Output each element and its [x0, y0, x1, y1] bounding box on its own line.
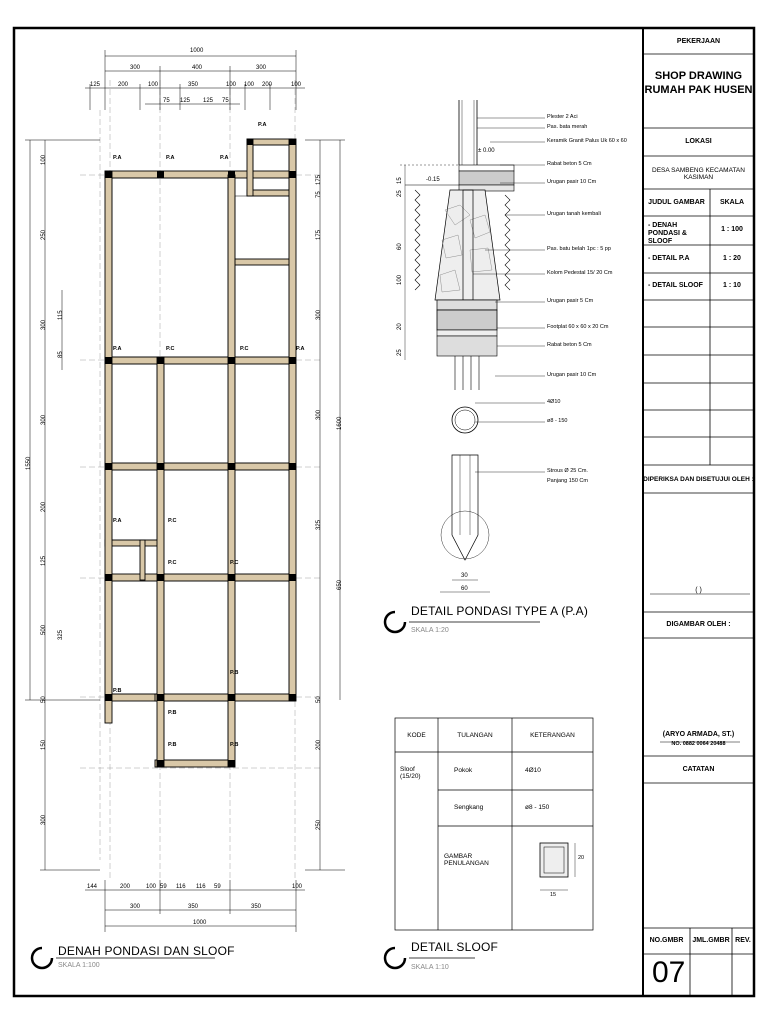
dimension-label: 325 [58, 629, 64, 640]
annotation-label: Plester 2 Aci [547, 114, 578, 120]
dimension-label: 400 [192, 65, 203, 71]
dimension-label: 250 [316, 819, 322, 830]
dimension-label: 350 [188, 82, 199, 88]
dimension-label: 200 [118, 82, 129, 88]
annotation-label: Urugan pasir 10 Cm [547, 372, 597, 378]
dimension-label: 650 [337, 579, 343, 590]
dimension-label: 115 [58, 310, 64, 320]
dimension-label: P.C [240, 346, 249, 352]
dimension-label: 100 [291, 82, 302, 88]
detail-pa-scale: SKALA 1:20 [411, 627, 449, 634]
dimension-label: 200 [41, 501, 47, 512]
dimension-label: 1550 [26, 456, 32, 470]
dimension-label: 75 [163, 98, 170, 104]
dimension-label: 60 [461, 586, 468, 592]
plan-title: DENAH PONDASI DAN SLOOF [58, 944, 235, 958]
dimension-label: 125 [41, 555, 47, 566]
foundation-detail-pa [400, 100, 545, 592]
project-title-line2: RUMAH PAK HUSEN [644, 84, 753, 96]
dimension-label: 125 [180, 98, 191, 104]
dimension-label: 175 [316, 229, 322, 240]
dimension-label: P.C [230, 560, 239, 566]
dimension-label: 75 [222, 98, 229, 104]
dimension-label: 350 [188, 904, 199, 910]
dimension-label: 144 [87, 884, 98, 890]
dimension-label: 325 [316, 519, 322, 530]
annotation-label: Pas. batu belah 1pc : 5 pp [547, 246, 611, 252]
dimension-label: P.C [166, 346, 175, 352]
dimension-label: 116 [176, 884, 186, 890]
dimension-label: 60 [397, 243, 403, 250]
drafter-phone: NO. 0882 0064 20488 [671, 741, 726, 747]
dimension-label: P.B [168, 742, 177, 748]
annotation-label: Footplat 60 x 60 x 20 Cm [547, 324, 609, 330]
sloof-row-label-1: Pokok [454, 767, 473, 774]
dimension-label: 500 [41, 624, 47, 635]
detail-sloof-scale: SKALA 1:10 [411, 964, 449, 971]
drawing-scale-3: 1 : 10 [723, 282, 741, 289]
no-gmbr-label: NO.GMBR [649, 937, 684, 944]
dimension-label: P.B [230, 670, 239, 676]
sloof-dim-width: 15 [550, 892, 557, 898]
dimension-label: P.C [168, 560, 177, 566]
digambar-label: DIGAMBAR OLEH : [666, 621, 731, 628]
drafter-name: (ARYO ARMADA, ST.) [662, 731, 735, 738]
dimension-label: 25 [397, 349, 403, 356]
dimension-label: 1600 [337, 416, 343, 430]
annotation-label: ø8 - 150 [547, 418, 568, 424]
catatan-label: CATATAN [682, 766, 715, 773]
detail-sloof-title: DETAIL SLOOF [411, 940, 499, 954]
dimension-label: 30 [461, 573, 468, 579]
sloof-kode: Sloof (15/20) [400, 766, 421, 780]
dimension-label: 15 [397, 177, 403, 184]
dimension-label: 100 [226, 82, 237, 88]
lokasi-value: DESA SAMBENG KECAMATAN KASIMAN [652, 167, 745, 182]
project-title-line1: SHOP DRAWING [654, 70, 743, 82]
dimension-label: 300 [41, 319, 47, 330]
dimension-label: 1000 [190, 48, 204, 54]
dimension-label: 100 [292, 884, 303, 890]
dimension-label: P.A [113, 346, 122, 352]
level-minus: -0.15 [426, 177, 440, 183]
dimension-label: 100 [146, 884, 157, 890]
rev-label: REV. [735, 937, 751, 944]
dimension-label: 300 [130, 65, 141, 71]
sloof-header-keterangan: KETERANGAN [530, 732, 575, 739]
sloof-gambar-label: GAMBAR PENULANGAN [444, 853, 489, 867]
dimension-label: 100 [244, 82, 255, 88]
sloof-header-tulangan: TULANGAN [457, 732, 493, 739]
dimension-label: 100 [148, 82, 159, 88]
dimension-label: 300 [130, 904, 141, 910]
annotation-label: 4Ø10 [547, 399, 561, 405]
title-block-grid [643, 54, 754, 996]
sheet-number: 07 [652, 956, 686, 989]
diperiksa-label: DIPERIKSA DAN DISETUJUI OLEH : [643, 476, 754, 483]
dimension-label: 300 [41, 814, 47, 825]
skala-label: SKALA [719, 199, 745, 206]
sloof-row-value-2: ø8 - 150 [525, 804, 550, 811]
dimension-label: 50 [41, 696, 47, 703]
dimension-label: 200 [316, 739, 322, 750]
annotation-label: Urugan tanah kembali [547, 211, 601, 217]
dimension-label: 50 [316, 696, 322, 703]
dimension-label: 300 [316, 309, 322, 320]
annotation-label: Rabat beton 5 Cm [547, 161, 592, 167]
annotation-label: Keramik Granit Palus Uk 60 x 60 [547, 138, 627, 144]
dimension-label: P.B [230, 742, 239, 748]
dimension-label: 59 [214, 884, 221, 890]
drawing-name-1: - DENAH PONDASI & SLOOF [648, 222, 687, 246]
dimension-label: P.A [296, 346, 305, 352]
dimension-label: 125 [203, 98, 214, 104]
drawing-name-2: - DETAIL P.A [648, 255, 690, 262]
drawing-scale-2: 1 : 20 [723, 255, 741, 262]
dimension-label: 175 [316, 174, 322, 185]
dimension-label: 125 [90, 82, 101, 88]
sloof-row-value-1: 4Ø10 [525, 767, 541, 774]
drawing-scale-1: 1 : 100 [721, 226, 743, 233]
lokasi-label: LOKASI [685, 138, 712, 145]
dimension-label: 85 [58, 351, 64, 358]
dimension-label: 116 [196, 884, 206, 890]
dimension-label: 150 [41, 739, 47, 750]
dimension-label: P.B [168, 710, 177, 716]
dimension-label: 300 [256, 65, 267, 71]
dimension-label: 100 [397, 274, 403, 285]
pekerjaan-label: PEKERJAAN [676, 38, 721, 45]
dimension-label: 350 [251, 904, 262, 910]
dimension-label: 20 [397, 323, 403, 330]
plan-scale: SKALA 1:100 [58, 962, 100, 969]
dimension-label: 250 [41, 229, 47, 240]
annotation-label: Rabat beton 5 Cm [547, 342, 592, 348]
drawing-name-3: - DETAIL SLOOF [648, 282, 703, 289]
jml-gmbr-label: JML.GMBR [692, 937, 730, 944]
dimension-label: P.C [168, 518, 177, 524]
dimension-label: 25 [397, 190, 403, 197]
dimension-label: 300 [41, 414, 47, 425]
foundation-plan [25, 50, 345, 932]
dimension-label: 100 [41, 154, 47, 165]
annotation-label: Panjang 150 Cm [547, 478, 588, 484]
dimension-label: P.A [113, 518, 122, 524]
dimension-label: P.B [113, 688, 122, 694]
annotation-label: Pas. bata merah [547, 124, 588, 130]
detail-pa-title: DETAIL PONDASI TYPE A (P.A) [411, 604, 589, 618]
dimension-label: P.A [166, 155, 175, 161]
annotation-label: Kolom Pedestal 15/ 20 Cm [547, 270, 613, 276]
dimension-label: P.A [113, 155, 122, 161]
sloof-header-kode: KODE [407, 732, 426, 739]
dimension-label: 200 [120, 884, 131, 890]
dimension-label: P.A [258, 122, 267, 128]
dimension-label: 1000 [193, 920, 207, 926]
sloof-row-label-2: Sengkang [454, 804, 484, 811]
annotation-label: Urugan pasir 10 Cm [547, 179, 597, 185]
dimension-label: 75 [316, 191, 322, 198]
level-top: ± 0.00 [478, 148, 495, 154]
sloof-table [395, 718, 593, 930]
judul-gambar-label: JUDUL GAMBAR [648, 199, 705, 206]
dimension-label: P.A [220, 155, 229, 161]
annotation-label: Urugan pasir 5 Cm [547, 298, 594, 304]
sloof-dim-height: 20 [578, 855, 585, 861]
signature-blank: ( ) [695, 587, 702, 594]
annotation-label: Strous Ø 25 Cm. [547, 468, 588, 474]
dimension-label: 300 [316, 409, 322, 420]
dimension-label: 59 [160, 884, 167, 890]
dimension-label: 200 [262, 82, 273, 88]
